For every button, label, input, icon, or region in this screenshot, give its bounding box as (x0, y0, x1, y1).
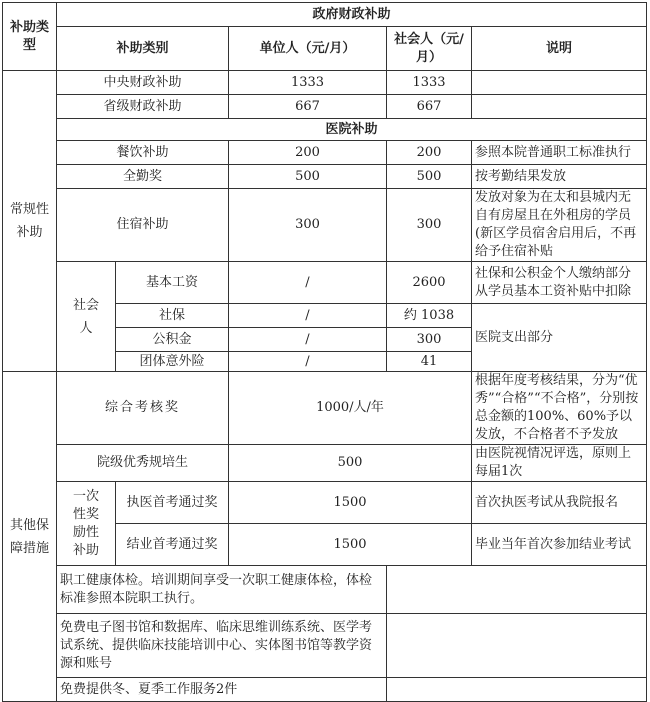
social-person-label: 社会人 (57, 262, 116, 372)
social-insurance-name: 社保 (116, 304, 229, 328)
completion-exam-amount: 1500 (229, 524, 472, 566)
health-check-blank (387, 566, 647, 614)
header-gov-fiscal: 政府财政补助 (57, 3, 647, 27)
gov-row-provincial-social: 667 (387, 95, 472, 119)
licensing-exam-name: 执医首考通过奖 (116, 482, 229, 524)
uniform-blank (387, 678, 647, 702)
meal-name: 餐饮补助 (57, 141, 229, 165)
assessment-amount: 1000/人/年 (229, 372, 472, 445)
attendance-social: 500 (387, 165, 472, 189)
base-salary-unit: / (229, 262, 387, 304)
base-salary-social: 2600 (387, 262, 472, 304)
header-subsidy-type: 补助类型 (3, 3, 57, 71)
hospital-expense-note: 医院支出部分 (472, 304, 647, 372)
health-check: 职工健康体检。培训期间享受一次职工健康体检，体检标准参照本院职工执行。 (57, 566, 387, 614)
housing-social: 300 (387, 189, 472, 262)
accident-insurance-social: 41 (387, 352, 472, 372)
social-insurance-social: 约 1038 (387, 304, 472, 328)
attendance-unit: 500 (229, 165, 387, 189)
attendance-name: 全勤奖 (57, 165, 229, 189)
hospital-subsidy-header: 医院补助 (57, 119, 647, 141)
completion-exam-note: 毕业当年首次参加结业考试 (472, 524, 647, 566)
category-other: 其他保障措施 (3, 372, 57, 702)
subsidy-table (2, 2, 647, 702)
housing-fund-social: 300 (387, 328, 472, 352)
assessment-note: 根据年度考核结果，分为“优秀”“合格”“不合格”，分别按总金额的100%、60%予以发放，不合格者不予发放 (472, 372, 647, 445)
housing-fund-unit: / (229, 328, 387, 352)
category-regular: 常规性补助 (3, 71, 57, 372)
gov-row-central-name: 中央财政补助 (57, 71, 229, 95)
gov-row-central-note (472, 71, 647, 95)
base-salary-name: 基本工资 (116, 262, 229, 304)
completion-exam-name: 结业首考通过奖 (116, 524, 229, 566)
social-insurance-unit: / (229, 304, 387, 328)
header-per-social: 社会人（元/月） (387, 27, 472, 71)
attendance-note: 按考勤结果发放 (472, 165, 647, 189)
one-time-label: 一次性奖励性补助 (57, 482, 116, 566)
header-explanation: 说明 (472, 27, 647, 71)
licensing-exam-amount: 1500 (229, 482, 472, 524)
meal-unit: 200 (229, 141, 387, 165)
library-resources: 免费电子图书馆和数据库、临床思维训练系统、医学考试系统、提供临床技能培训中心、实体图书馆等教学资源和账号 (57, 614, 387, 678)
header-per-unit: 单位人（元/月） (229, 27, 387, 71)
header-subsidy-category: 补助类别 (57, 27, 229, 71)
base-salary-note: 社保和公积金个人缴纳部分从学员基本工资补贴中扣除 (472, 262, 647, 304)
excellent-amount: 500 (229, 445, 472, 482)
excellent-name: 院级优秀规培生 (57, 445, 229, 482)
housing-unit: 300 (229, 189, 387, 262)
housing-fund-name: 公积金 (116, 328, 229, 352)
library-blank (387, 614, 647, 678)
uniform: 免费提供冬、夏季工作服务2件 (57, 678, 387, 702)
gov-row-central-unit: 1333 (229, 71, 387, 95)
accident-insurance-unit: / (229, 352, 387, 372)
excellent-note: 由医院视情况评选，原则上每届1次 (472, 445, 647, 482)
gov-row-provincial-name: 省级财政补助 (57, 95, 229, 119)
meal-note: 参照本院普通职工标准执行 (472, 141, 647, 165)
housing-note: 发放对象为在太和县城内无自有房屋且在外租房的学员(新区学员宿舍启用后，不再给予住宿补贴 (472, 189, 647, 262)
meal-social: 200 (387, 141, 472, 165)
gov-row-provincial-note (472, 95, 647, 119)
assessment-name: 综合考核奖 (57, 372, 229, 445)
gov-row-provincial-unit: 667 (229, 95, 387, 119)
licensing-exam-note: 首次执医考试从我院报名 (472, 482, 647, 524)
housing-name: 住宿补助 (57, 189, 229, 262)
gov-row-central-social: 1333 (387, 71, 472, 95)
accident-insurance-name: 团体意外险 (116, 352, 229, 372)
